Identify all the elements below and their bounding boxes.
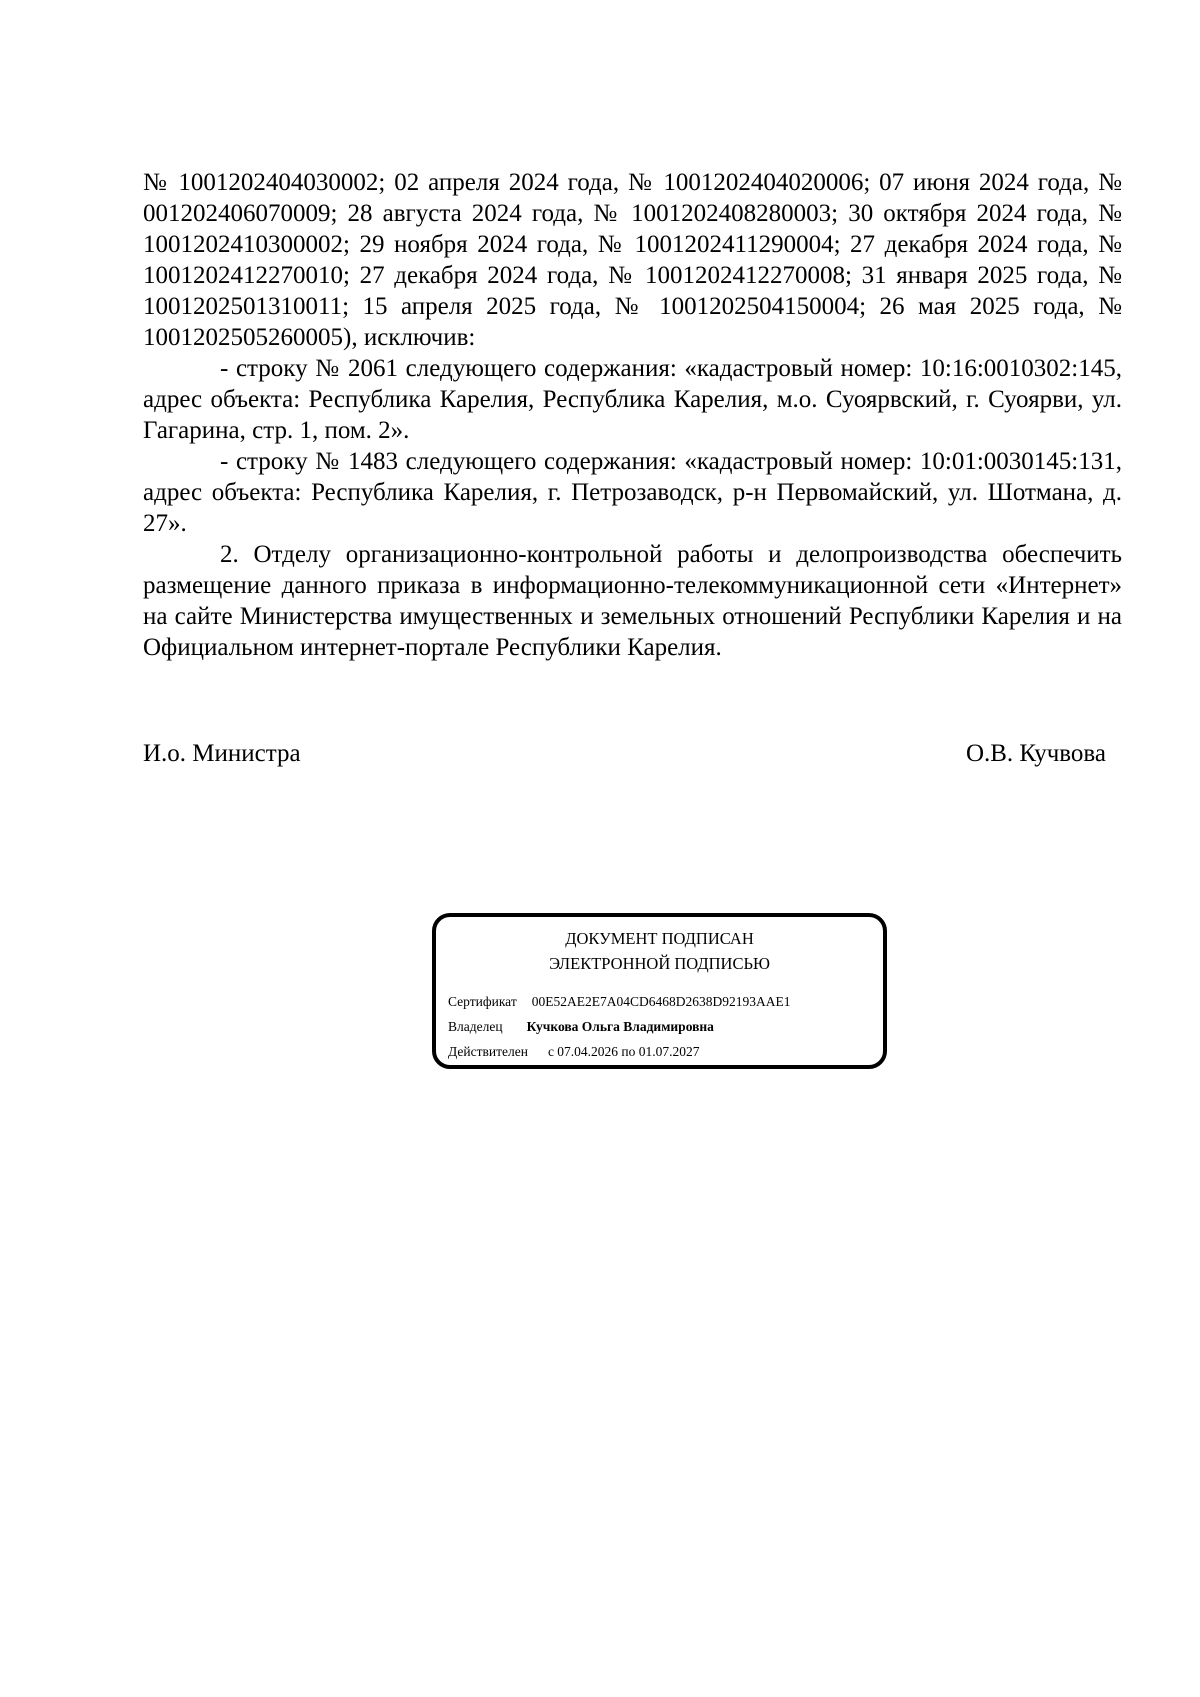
paragraph-references: № 1001202404030002; 02 апреля 2024 года, № 1001202404020006; 07 июня 2024 года, № 001202406070009; 28 августа 2024 года, № 1001202408280003; 30 октября 2024 года, № 1001202410300002; 29 ноября 2024 года, № 1001202411290004; 27 декабря 2024 года, № 1001202412270010; 27 декабря 2024 года, № 1001202412270008; 31 января 2025 года, № 1001202501310011; 15 апреля 2025 года, № 1001202504150004; 26 мая 2025 года, № 1001202505260005), исключив:: [143, 169, 1122, 351]
paragraph-exclusion-2061: - строку № 2061 следующего содержания: «кадастровый номер: 10:16:0010302:145, адрес объекта: Республика Карелия, Республика Карелия, м.о. Суоярвский, г. Суоярви, ул. Гагарина, стр. 1, пом. 2».: [143, 355, 1122, 444]
owner-value: Кучкова Ольга Владимировна: [526, 1019, 714, 1034]
owner-label: Владелец: [448, 1019, 503, 1034]
document-body: [143, 167, 1122, 663]
stamp-validity-row: [448, 1043, 700, 1061]
stamp-title-line-2: ЭЛЕКТРОННОЙ ПОДПИСЬЮ: [549, 954, 770, 973]
electronic-signature-stamp: [432, 913, 887, 1069]
stamp-owner-row: [448, 1018, 714, 1036]
paragraph-exclusion-1483: - строку № 1483 следующего содержания: «кадастровый номер: 10:01:0030145:131, адрес объекта: Республика Карелия, г. Петрозаводск, р-н Первомайский, ул. Шотмана, д. 27».: [143, 448, 1122, 537]
validity-value: с 07.04.2026 по 01.07.2027: [547, 1044, 700, 1059]
signatory-position: И.о. Министра: [143, 740, 301, 767]
stamp-certificate-row: [448, 993, 790, 1011]
certificate-value: 00E52AE2E7A04CD6468D2638D92193AAE1: [531, 994, 791, 1009]
paragraph-item-2: 2. Отделу организационно-контрольной работы и делопроизводства обеспечить размещение данного приказа в информационно-телекоммуникационной сети «Интернет» на сайте Министерства имущественных и земельных отношений Республики Карелия и на Официальном интернет-портале Республики Карелия.: [143, 541, 1122, 661]
stamp-title-line-1: ДОКУМЕНТ ПОДПИСАН: [565, 929, 754, 948]
signatory-name: О.В. Кучвова: [965, 740, 1106, 767]
validity-label: Действителен: [448, 1044, 528, 1059]
certificate-label: Сертификат: [448, 994, 517, 1009]
